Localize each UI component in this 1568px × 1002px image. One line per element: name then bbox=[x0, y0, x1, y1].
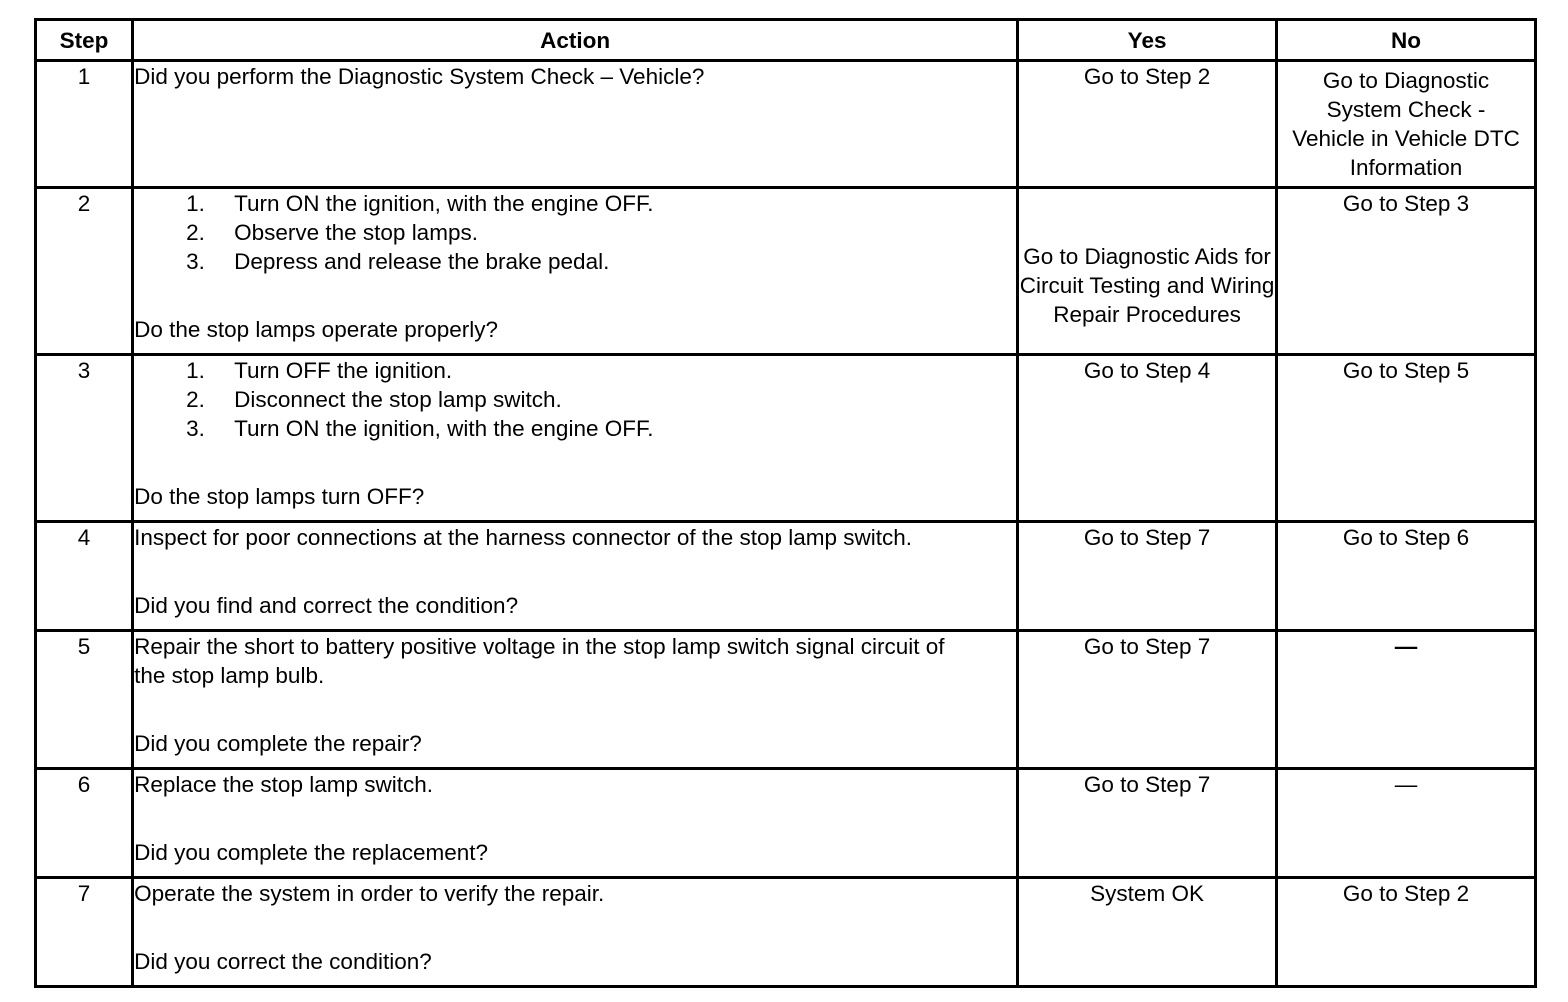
action-cell bbox=[133, 61, 1018, 188]
action-question: Did you complete the replacement? bbox=[134, 840, 489, 865]
list-item: 1. Turn ON the ignition, with the engine OFF. bbox=[186, 191, 654, 216]
no-cell: Go to Step 2 bbox=[1277, 878, 1536, 987]
table-row bbox=[36, 188, 1536, 355]
list-item: 2. Observe the stop lamps. bbox=[186, 220, 478, 245]
yes-cell: Go to Step 7 bbox=[1018, 522, 1277, 631]
table-row bbox=[36, 878, 1536, 987]
no-cell: Go to Diagnostic System Check - Vehicle in Vehicle DTC Information bbox=[1277, 61, 1536, 188]
substep-list bbox=[134, 189, 1016, 276]
yes-cell: System OK bbox=[1018, 878, 1277, 987]
action-question: Do the stop lamps turn OFF? bbox=[134, 484, 425, 509]
header-row bbox=[36, 20, 1536, 61]
table-row bbox=[36, 631, 1536, 769]
header-step: Step bbox=[36, 20, 133, 61]
table-row bbox=[36, 61, 1536, 188]
yes-cell: Go to Step 4 bbox=[1018, 355, 1277, 522]
no-cell: — bbox=[1277, 631, 1536, 769]
list-item: 1. Turn OFF the ignition. bbox=[186, 358, 453, 383]
step-number: 4 bbox=[36, 522, 133, 631]
yes-cell: Go to Step 2 bbox=[1018, 61, 1277, 188]
yes-cell: Go to Diagnostic Aids for Circuit Testing and Wiring Repair Procedures bbox=[1018, 188, 1277, 355]
header-no: No bbox=[1277, 20, 1536, 61]
no-cell: Go to Step 3 bbox=[1277, 188, 1536, 355]
step-number: 6 bbox=[36, 769, 133, 878]
list-item: 3. Depress and release the brake pedal. bbox=[186, 249, 610, 274]
action-question: Did you correct the condition? bbox=[134, 949, 432, 974]
action-text: Inspect for poor connections at the harness connector of the stop lamp switch. bbox=[134, 525, 913, 550]
action-cell bbox=[133, 878, 1018, 987]
step-number: 5 bbox=[36, 631, 133, 769]
yes-cell: Go to Step 7 bbox=[1018, 631, 1277, 769]
action-cell bbox=[133, 522, 1018, 631]
diagnostic-table bbox=[34, 18, 1537, 988]
action-cell bbox=[133, 355, 1018, 522]
no-cell: — bbox=[1277, 769, 1536, 878]
action-text: Replace the stop lamp switch. bbox=[134, 772, 433, 797]
substep-list bbox=[134, 356, 1016, 443]
header-action: Action bbox=[133, 20, 1018, 61]
action-text: Operate the system in order to verify the repair. bbox=[134, 881, 605, 906]
list-item: 2. Disconnect the stop lamp switch. bbox=[186, 387, 562, 412]
yes-cell: Go to Step 7 bbox=[1018, 769, 1277, 878]
action-question: Do the stop lamps operate properly? bbox=[134, 317, 499, 342]
action-text: Repair the short to battery positive voltage in the stop lamp switch signal circuit of the stop lamp bulb. bbox=[134, 634, 945, 688]
step-number: 7 bbox=[36, 878, 133, 987]
action-question: Did you complete the repair? bbox=[134, 731, 422, 756]
action-cell bbox=[133, 769, 1018, 878]
action-question: Did you find and correct the condition? bbox=[134, 593, 519, 618]
table-row bbox=[36, 355, 1536, 522]
no-cell: Go to Step 5 bbox=[1277, 355, 1536, 522]
action-text: Did you perform the Diagnostic System Check – Vehicle? bbox=[134, 64, 705, 89]
step-number: 1 bbox=[36, 61, 133, 188]
action-cell bbox=[133, 631, 1018, 769]
no-cell: Go to Step 6 bbox=[1277, 522, 1536, 631]
action-cell bbox=[133, 188, 1018, 355]
header-yes: Yes bbox=[1018, 20, 1277, 61]
table-row bbox=[36, 522, 1536, 631]
table-row bbox=[36, 769, 1536, 878]
step-number: 2 bbox=[36, 188, 133, 355]
step-number: 3 bbox=[36, 355, 133, 522]
list-item: 3. Turn ON the ignition, with the engine OFF. bbox=[186, 416, 654, 441]
